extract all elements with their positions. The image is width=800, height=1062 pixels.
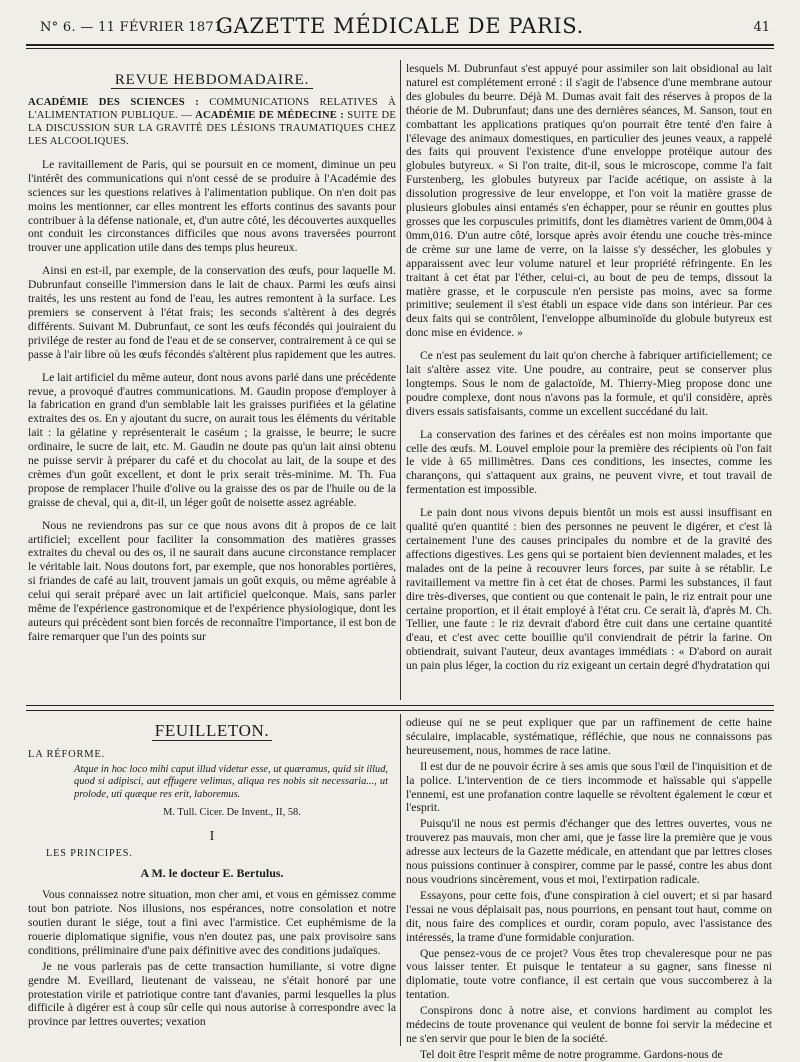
article-paragraph: lesquels M. Dubrunfaut s'est appuyé pour assimiler son lait obsidional au lait naturel est complétement erroné : il s'agit de l'absence d'une membrane autour des globules du beurre. Déjà M. Dumas avait fait des réserves à propos de la théorie de M. Dubrunfaut; dans une des dernières séances, M. Sanson, tout en combattant les applications pratiques qu'on pourrait être tenté d'en faire à l'élevage des animaux domestiques, en particulier des jeunes veaux, a rappelé des faits qui prouvent l'existence d'une enveloppe protéique autour des globules butyreux. « Si l'on traite, dit-il, sous le microscope, comme l'a fait Furstenberg, les globules butyreux par l'acide acétique, on assiste à la dissolution progressive de leur enveloppe, et l'on voit la matière grasse de plusieurs globules ainsi entamés s'en échapper, pour se réunir en gouttes plus grosses que les corpuscules primitifs, dont les diamètres varient de 0mm,004 à 0mm,016. D'un autre côté, lorsque après avoir étendu une couche très-mince de crème sur une lame de verre, on la laisse s'y dessécher, les globules y apparaissent avec leur volume naturel et leur propriété réfringente. En les traitant à cet état par l'éther, celui-ci, au bout de peu de temps, dissout la matière grasse, et le corpuscule n'en persiste pas moins, avec sa forme primitive; seulement il s'est établi un espace vide dans son intérieur. Par ces deux faits qui se contrôlent, l'enveloppe albuminoïde du globule butyreux est donc mise en évidence. »: [406, 62, 772, 340]
masthead-rule-thin: [26, 48, 774, 49]
feuilleton-paragraph: Tel doit être l'esprit même de notre programme. Gardons-nous de: [420, 1047, 723, 1061]
feuilleton-paragraph: Puisqu'il ne nous est permis d'échanger que des lettres ouvertes, vous ne trouverez pas mauvais, mon cher ami, que je fasse lire la première que je vous adresse aux lecteurs de la Gazette médicale, en attendant que par lettres closes nous puissions continuer à conspirer, comme par le passé, contre les abus dont nous voudrions sincèrement, vous et moi, l'extirpation radicale.: [406, 817, 772, 886]
subtitle-lead-medecine: ACADÉMIE DE MÉDECINE :: [195, 109, 344, 121]
feuilleton-right-column: [406, 716, 772, 1061]
article-paragraph: Le lait artificiel du même auteur, dont nous avons parlé dans une précédente revue, a provoqué d'autres communications. M. Gaudin propose d'employer à la fabrication en grand d'un semblable lait les graisses purifiées et la gélatine extraites des os. En y ajoutant du sucre, on aurait tous les éléments du véritable lait : la gélatine y représenterait le caséum ; la graisse, le beurre; le sucre ordinaire, le sucre de lait, etc. M. Gaudin ne doute pas qu'un lait ainsi obtenu ne puisse servir à préparer du café et du chocolat au lait, de la soupe et des crèmes d'un goût excellent, et dont le prix serait très-minime. M. Th. Fua propose de remplacer l'huile d'olive ou la graisse des os par de l'huile ou de la graisse de cheval, qui a, dit-il, un léger goût de noisette assez agréable.: [28, 370, 396, 509]
feuilleton-paragraph: Vous connaissez notre situation, mon cher ami, et vous en gémissez comme tout bon patriote. Nos illusions, nos espérances, notre consolation et notre soutien durant le siége, tout a fini avec l'armistice. Cet euphémisme de la rouerie diplomatique signifie, vous n'en doutez pas, une paix provisoire sans conditions, préliminaire d'une paix définitive avec des conditions judaïques.: [28, 888, 396, 957]
section-title: LA RÉFORME.: [28, 748, 106, 760]
feuilleton-column-divider: [400, 714, 401, 1046]
feuilleton-title-text: FEUILLETON.: [152, 721, 272, 741]
chapter-title: LES PRINCIPES.: [46, 848, 133, 860]
feuilleton-paragraph: odieuse qui ne se peut expliquer que par un raffinement de cette haine séculaire, implacable, systématique, réfléchie, que nous ne connaissons pas heureusement, nous, hommes de race latine.: [406, 716, 772, 757]
article-paragraph: Ce n'est pas seulement du lait qu'on cherche à fabriquer artificiellement; ce lait s'altère assez vite. Une poudre, au contraire, peut se conserver plus longtemps. Sous le nom de galactoïde, M. Thierry-Mieg propose donc une poudre complexe, dont nous n'avons pas la formule, et qu'il considère, après divers essais satisfaisants, comme un excellent succédané du lait.: [406, 349, 772, 418]
article-paragraph: Le ravitaillement de Paris, qui se poursuit en ce moment, diminue un peu l'intérêt des communications qui n'ont cessé de se produire à l'Académie des sciences sur les questions relatives à l'alimentation publique. On n'en doit pas moins les mentionner, car elles montrent les efforts continus des savants pour contribuer à la défense nationale, et, d'un autre côté, les découvertes auxquelles ont conduit les circonstances difficiles que nous avons traversées pourront trouver une application utile dans des temps plus heureux.: [28, 157, 396, 255]
feuilleton-left-column: [28, 721, 396, 1046]
chapter-numeral: I: [209, 828, 215, 844]
article-paragraph: Le pain dont nous vivons depuis bientôt un mois est aussi insuffisant en qualité qu'en quantité : bien des personnes ne peuvent le digérer, et c'est là certainement l'une des causes principales du nombre et de la gravité des affections digestives. Les gens qui se portaient bien deviennent malades, et les malades ont de la peine à recouvrer leurs forces, par suite à se rétablir. Le ravitaillement va mettre fin à cet état de choses. Parmi les substances, il faut dire très-diverses, que contient ou que contenait le pain, le riz entrait pour une certaine proportion, et il était employé à l'état cru. Ce serait là, d'après M. Ch. Tellier, une faute : le riz devrait d'abord être cuit dans une certaine quantité d'eau, et c'est avec cette bouillie qu'il conviendrait de pétrir la farine. On obtiendrait, suivant l'auteur, deux avantages immédiats : « D'abord on aurait un pain plus léger, la coction du riz exigeant un certain degré d'hydratation qui: [406, 506, 772, 673]
newspaper-title: GAZETTE MÉDICALE DE PARIS.: [216, 14, 584, 38]
epigraph-source: M. Tull. Cicer. De Invent., II, 58.: [163, 806, 301, 818]
feuilleton-paragraph: Essayons, pour cette fois, d'une conspiration à ciel ouvert; et si par hasard l'essai ne vous déplaisait pas, nous pourrions, en pensant tout haut, comme on dit, nous faire des complices et ourdir, coram populo, avec l'assistance des intéressés, la trame d'une formidable conjuration.: [406, 888, 772, 944]
subtitle-text-medecine: SUITE DE LA DISCUSSION SUR LA GRAVITÉ DES LÉSIONS TRAUMATIQUES CHEZ LES ALCOOLIQUES.: [28, 109, 397, 147]
masthead: [26, 12, 774, 42]
issue-date: N° 6. — 11 FÉVRIER 1871.: [40, 20, 227, 35]
article-paragraph: Nous ne reviendrons pas sur ce que nous avons dit à propos de ce lait artificiel; excellent pour faciliter la consommation des matières grasses extraites du cheval ou des os, il ne saurait dans aucune circonstance remplacer le véritable lait. Nous doutons fort, par exemple, que nos honorables portières, si friandes de café au lait, trouvent jamais un goût exquis, ou même agréable à celui qui serait préparé avec un lait artificiel quelconque. Mais, sans parler même de l'expérience gastronomique et de l'expérience physiologique, dont les auteurs qui précèdent sont bien forcés de reconnaître l'importance, il est bon de faire remarquer que l'un des points sur: [28, 518, 396, 643]
subtitle-lead-sciences: ACADÉMIE DES SCIENCES :: [28, 96, 199, 108]
epigraph: Atque in hoc loco mihi caput illud videtur esse, ut quæramus, quid sit illud, quod si adipisci, aut effugere velimus, aliqua res nobis sit necessaria..., ut prolode, uti quæque res erit, laboremus.: [74, 763, 388, 800]
feuilleton-paragraph: Que pensez-vous de ce projet? Vous êtes trop chevaleresque pour ne pas vous laisser tenter. Et puisque le tentateur a su gagner, sans finesse ni diplomatie, toute votre confiance, il est certain que vous succomberez à la tentation.: [406, 946, 772, 1002]
feuilleton-rule: [26, 705, 774, 706]
feuilleton-title: [28, 721, 396, 740]
article-paragraph: La conservation des farines et des céréales est non moins importante que celle des œufs. M. Louvel emploie pour la première des récipients où l'on fait le vide à 65 millimètres. Dans ces conditions, les insectes, comme les charançons, qui s'attaquent aux grains, ne peuvent vivre, et tout travail de fermentation est impossible.: [406, 427, 772, 497]
feuilleton-paragraph: Il est dur de ne pouvoir écrire à ses amis que sous l'œil de l'inquisition et de la police. L'intervention de ce tiers incommode et haïssable qui s'appelle l'ennemi, est une profanation contre laquelle se révoltent également le cœur et l'esprit.: [406, 759, 772, 815]
article-paragraph: Ainsi en est-il, par exemple, de la conservation des œufs, pour laquelle M. Dubrunfaut conseille l'immersion dans le lait de chaux. Parmi les œufs ainsi traités, les uns restent au fond de l'eau, les autres remontent à la surface. Les premiers se conservent à l'état frais; les seconds s'altèrent à des degrés différents. Suivant M. Dubrunfaut, ce sont les œufs fécondés qui jouiraient du privilége de rester au fond de l'eau et de se conserver, contrairement à ce qui se passe à l'air libre où les œufs fécondés s'altèrent plus rapidement que les autres.: [28, 264, 396, 361]
revue-subtitle: [28, 96, 396, 148]
subtitle-text-sciences: COMMUNICATIONS RELATIVES À L'ALIMENTATION PUBLIQUE. —: [28, 96, 397, 121]
revue-title-text: REVUE HEBDOMADAIRE.: [111, 72, 313, 89]
revue-right-column: [406, 62, 772, 700]
revue-left-column: [28, 74, 396, 700]
page-number: 41: [753, 20, 770, 35]
revue-title: [28, 74, 396, 88]
masthead-rule: [26, 44, 774, 46]
feuilleton-rule-thin: [26, 710, 774, 711]
column-divider: [400, 60, 401, 700]
feuilleton-paragraph: Conspirons donc à notre aise, et convions hardiment au complot les médecins de toute provenance qui veulent de bonne foi servir la médecine et ne s'en servir que pour le bien de la société.: [406, 1004, 772, 1045]
feuilleton-paragraph: Je ne vous parlerais pas de cette transaction humiliante, si votre digne gendre M. Eveillard, lieutenant de vaisseau, ne s'était honoré par une protestation virile et patriotique contre tant d'avanies, parmi lesquelles la plus difficile à digérer est à coup sûr celle qui nous autorise à correspondre avec la province par lettres ouvertes; vexation: [28, 959, 396, 1029]
dedication: A M. le docteur E. Bertulus.: [140, 866, 284, 881]
